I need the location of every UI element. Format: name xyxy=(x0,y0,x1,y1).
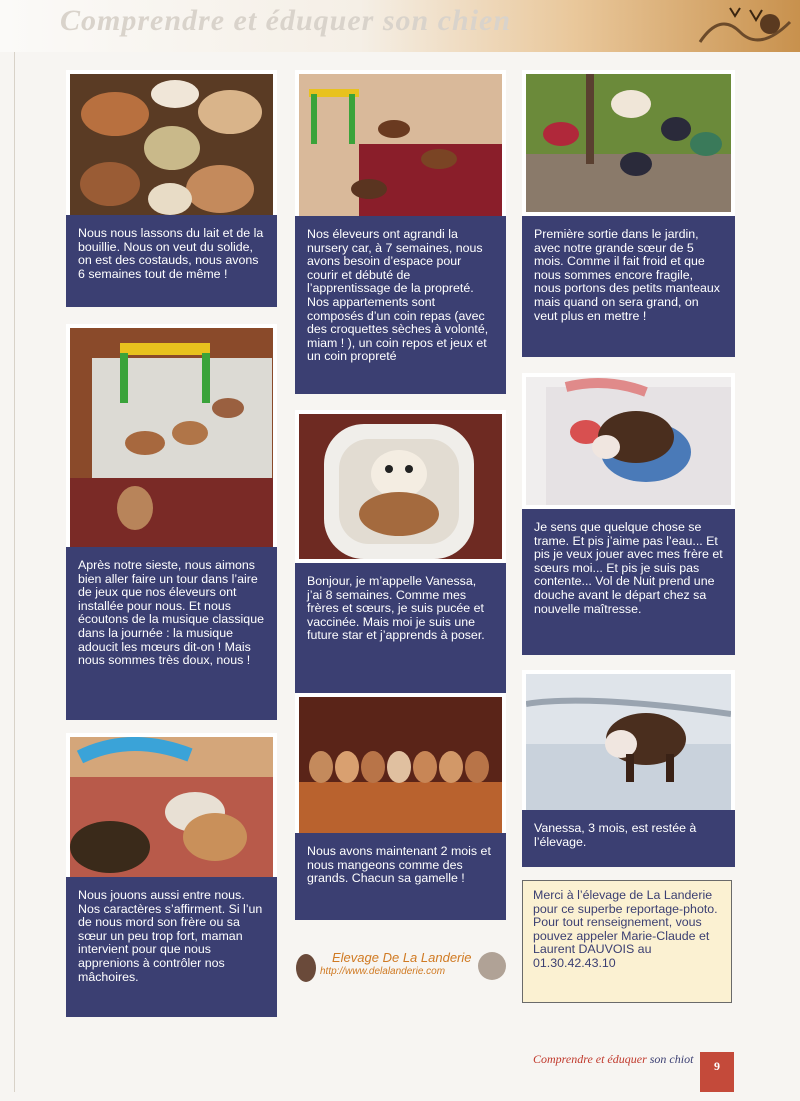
puppies-bowls-photo xyxy=(299,697,502,837)
header-decoration xyxy=(690,2,796,50)
photo-card-9 xyxy=(522,670,735,867)
shower-photo xyxy=(526,377,731,505)
caption-3: Première sortie dans le jardin, avec notre grande sœur de 5 mois. Comme il fait froid et que nous sommes encore fragile, nous portons des petits manteaux mais quand on sera grand, on veut plus en mettre ! xyxy=(522,216,735,357)
footer-title-main: Comprendre et éduquer xyxy=(533,1052,647,1066)
garden-photo xyxy=(526,74,731,212)
caption-4: Après notre sieste, nous aimons bien aller faire un tour dans l’aire de jeux que nos éleveurs ont installée pour nous. Et nous écoutons de la musique classique dans la journée : la musique adoucit les mœurs dit-on ! Mais nous sommes très doux, nous ! xyxy=(66,547,277,720)
caption-7: Nous jouons aussi entre nous. Nos caractères s’affirment. Si l’un de nous mord son frère ou sa sœur un peu trop fort, maman intervient pour que nous apprenions à contrôler nos mâchoires. xyxy=(66,877,277,1017)
playground-photo xyxy=(70,328,273,551)
puppies-eating-photo xyxy=(70,74,273,219)
caption-6: Je sens que quelque chose se trame. Et pis j’aime pas l’eau... Et pis je veux jouer avec mes frère et sœurs moi... Et pis je suis pas contente... Vol de Nuit prend une douche avant le départ chez sa nouvelle maîtresse. xyxy=(522,509,735,655)
vanessa-chair-photo xyxy=(299,414,502,559)
photo-card-8 xyxy=(522,373,735,655)
footer-title-sub: son chiot xyxy=(649,1052,694,1066)
photo-card-1 xyxy=(66,70,277,307)
photo-card-5 xyxy=(295,410,506,693)
footer-title xyxy=(533,1052,693,1067)
photo-card-7 xyxy=(522,70,735,357)
photo-card-4 xyxy=(295,70,506,394)
caption-5: Bonjour, je m’appelle Vanessa, j’ai 8 semaines. Comme mes frères et sœurs, je suis pucée et vaccinée. Mais moi je suis une future star et j’apprends à poser. xyxy=(295,563,506,693)
kennel-name: Elevage De La Landerie xyxy=(332,950,472,965)
page-number: 9 xyxy=(700,1052,734,1092)
caption-1: Nous nous lassons du lait et de la bouillie. Nous on veut du solide, on est des costauds, nous avons 6 semaines tout de même ! xyxy=(66,215,277,307)
puppies-playing-photo xyxy=(70,737,273,877)
info-box: Merci à l’élevage de La Landerie pour ce superbe reportage-photo. Pour tout renseignement, vous pouvez appeler Marie-Claude et Laurent DAUVOIS au 01.30.42.43.10 xyxy=(522,880,732,1003)
photo-card-6 xyxy=(295,693,506,920)
caption-8: Nous avons maintenant 2 mois et nous mangeons comme des grands. Chacun sa gamelle ! xyxy=(295,833,506,920)
header-title: Comprendre et éduquer son chien xyxy=(60,4,512,37)
caption-2: Nos éleveurs ont agrandi la nursery car, à 7 semaines, nous avons besoin d’espace pour courir et débuté de l’apprentissage de la propreté. Nos appartements sont composés d’un coin repas (avec des croquettes sèches à volonté, miam ! ), un coin repos et jeux et un coin propreté xyxy=(295,216,506,394)
kennel-url[interactable]: http://www.delalanderie.com xyxy=(320,966,446,977)
caption-9: Vanessa, 3 mois, est restée à l’élevage. xyxy=(522,810,735,867)
nursery-photo xyxy=(299,74,502,216)
photo-card-2 xyxy=(66,324,277,720)
snow-photo xyxy=(526,674,731,814)
photo-card-3 xyxy=(66,733,277,1017)
